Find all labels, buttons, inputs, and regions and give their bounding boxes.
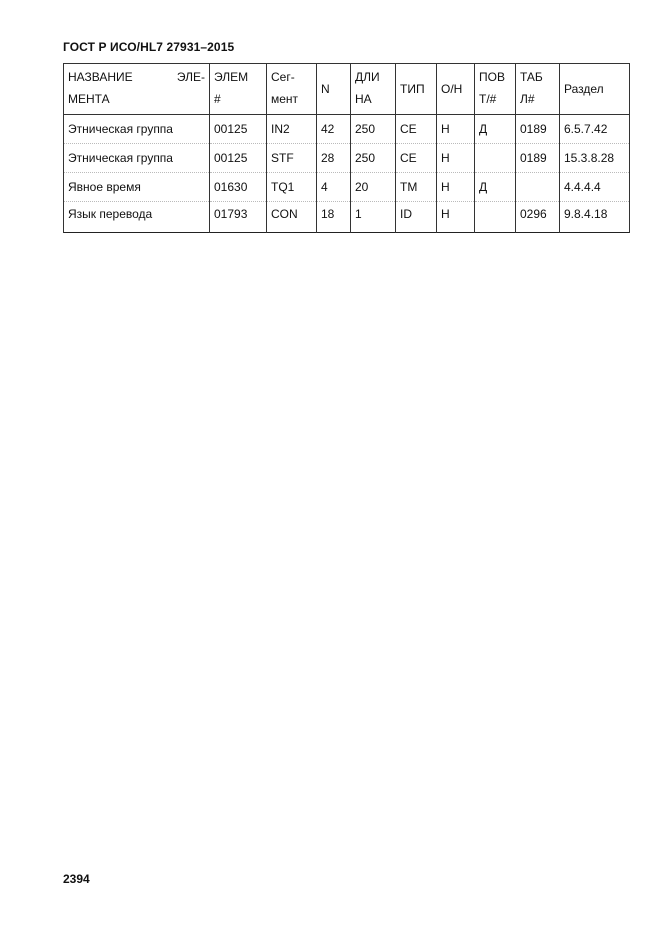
cell-segment: STF <box>267 144 317 173</box>
cell-type: CE <box>396 115 437 144</box>
table-row <box>64 202 630 233</box>
cell-section: 4.4.4.4 <box>560 173 630 202</box>
header-optionality: О/Н <box>437 64 475 115</box>
cell-name: Этническая группа <box>64 115 210 144</box>
header-repetition: ПОВ Т/# <box>475 64 516 115</box>
cell-optionality: Н <box>437 173 475 202</box>
cell-elem: 01793 <box>210 202 267 233</box>
cell-table-number: 0296 <box>516 202 560 233</box>
table-row <box>64 144 630 173</box>
cell-section: 15.3.8.28 <box>560 144 630 173</box>
cell-section: 6.5.7.42 <box>560 115 630 144</box>
cell-table-number: 0189 <box>516 115 560 144</box>
cell-segment: TQ1 <box>267 173 317 202</box>
document-header: ГОСТ Р ИСО/HL7 27931–2015 <box>63 40 235 54</box>
cell-table-number: 0189 <box>516 144 560 173</box>
header-elem: ЭЛЕМ # <box>210 64 267 115</box>
cell-elem: 01630 <box>210 173 267 202</box>
table-body <box>64 115 630 233</box>
cell-repetition: Д <box>475 173 516 202</box>
table-header <box>64 64 630 115</box>
cell-name: Язык перевода <box>64 202 210 233</box>
cell-section: 9.8.4.18 <box>560 202 630 233</box>
header-n: N <box>317 64 351 115</box>
cell-optionality: Н <box>437 202 475 233</box>
header-section: Раздел <box>560 64 630 115</box>
cell-n: 28 <box>317 144 351 173</box>
cell-n: 4 <box>317 173 351 202</box>
header-segment: Сег- мент <box>267 64 317 115</box>
elements-table <box>63 63 630 233</box>
cell-length: 250 <box>351 115 396 144</box>
cell-name: Явное время <box>64 173 210 202</box>
cell-segment: CON <box>267 202 317 233</box>
cell-repetition <box>475 202 516 233</box>
cell-type: ID <box>396 202 437 233</box>
cell-segment: IN2 <box>267 115 317 144</box>
cell-table-number <box>516 173 560 202</box>
header-length: ДЛИ НА <box>351 64 396 115</box>
cell-type: CE <box>396 144 437 173</box>
cell-optionality: Н <box>437 144 475 173</box>
cell-type: TM <box>396 173 437 202</box>
cell-length: 20 <box>351 173 396 202</box>
cell-elem: 00125 <box>210 144 267 173</box>
cell-repetition: Д <box>475 115 516 144</box>
header-table-number: ТАБ Л# <box>516 64 560 115</box>
table-row <box>64 115 630 144</box>
header-name: НАЗВАНИЕ ЭЛЕ- МЕНТА <box>64 64 210 115</box>
cell-optionality: Н <box>437 115 475 144</box>
cell-elem: 00125 <box>210 115 267 144</box>
cell-repetition <box>475 144 516 173</box>
cell-length: 1 <box>351 202 396 233</box>
cell-length: 250 <box>351 144 396 173</box>
cell-n: 42 <box>317 115 351 144</box>
cell-name: Этническая группа <box>64 144 210 173</box>
cell-n: 18 <box>317 202 351 233</box>
page-number: 2394 <box>63 872 90 886</box>
table-row <box>64 173 630 202</box>
header-type: ТИП <box>396 64 437 115</box>
